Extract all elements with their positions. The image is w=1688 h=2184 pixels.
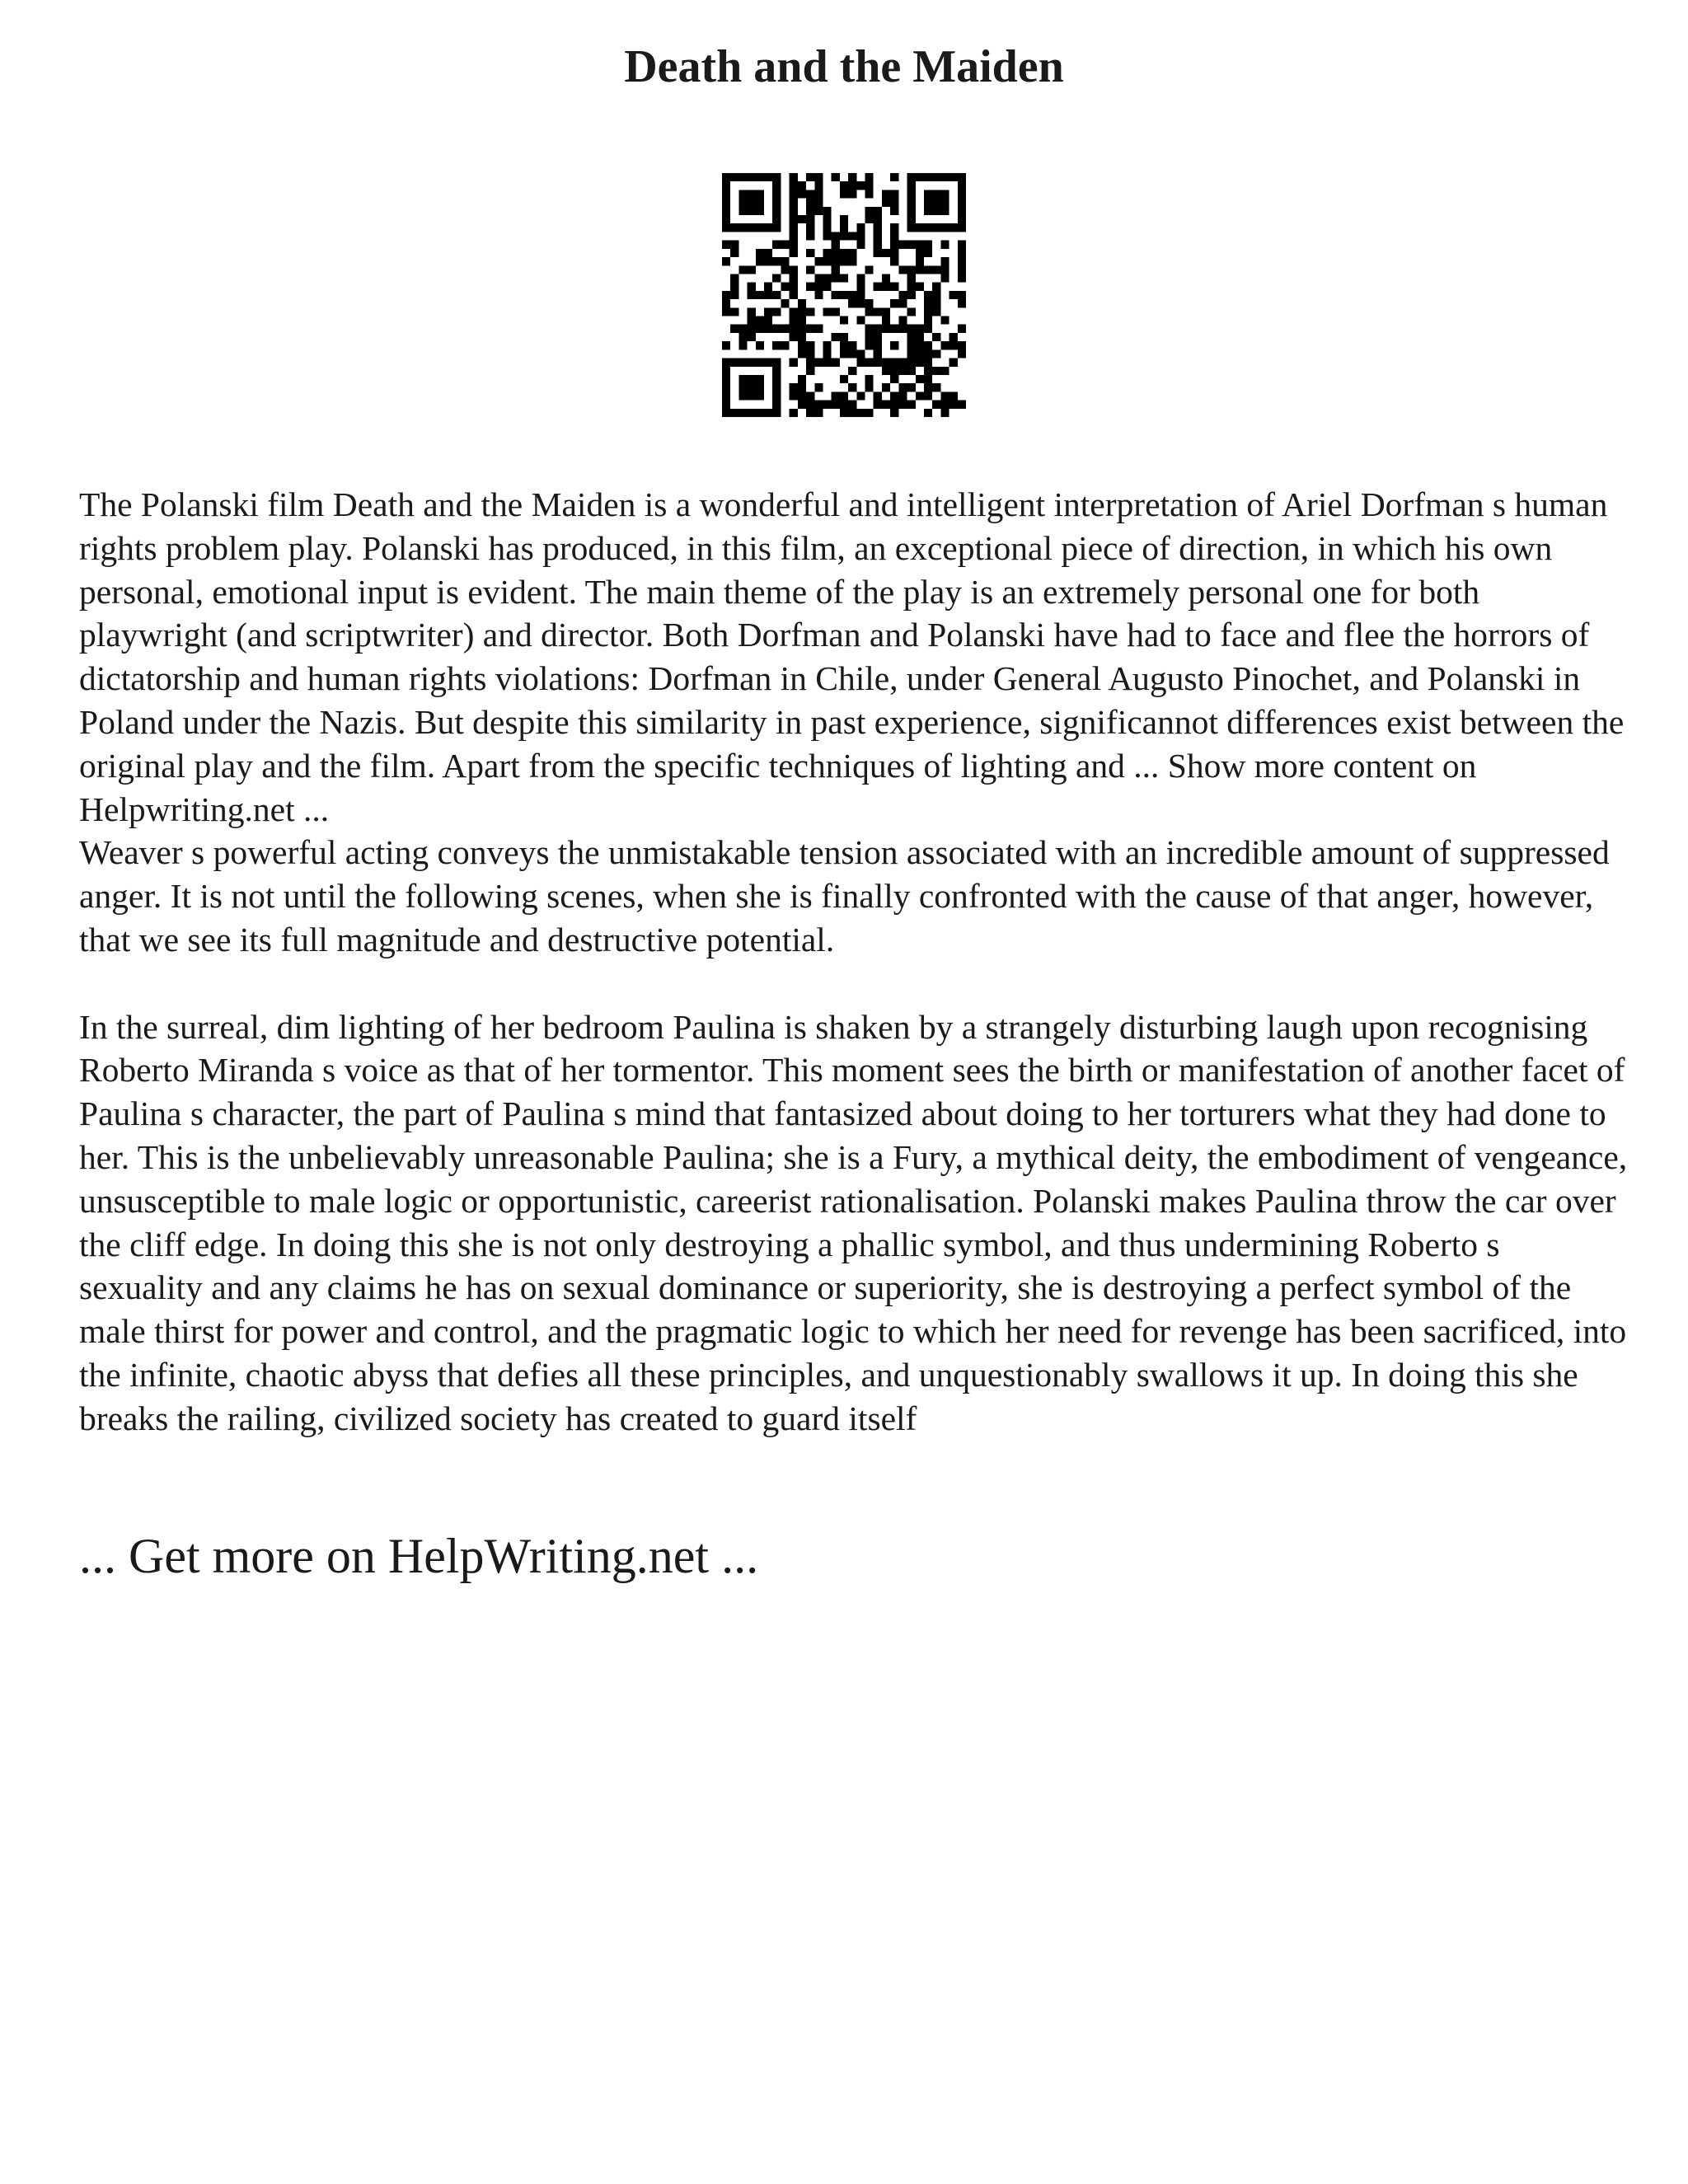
get-more-link[interactable]: ... Get more on HelpWriting.net ... [79,1529,759,1583]
page-title: Death and the Maiden [624,41,1064,92]
paragraph-intro: The Polanski film Death and the Maiden is a wonderful and intelligent interpretation of Ariel Dorfman s human rights problem play. Polanski has produced, in this film, an exceptional piece of direction, in which his own personal, emotional input is evident. The main theme of the play is an extremely personal one for both playwright (and scriptwriter) and director. Both Dorfman and Polanski have had to face and flee the horrors of dictatorship and human rights violations: Dorfman in Chile, under General Augusto Pinochet, and Polanski in Poland under the Nazis. But despite this similarity in past experience, significannot differences exist between the original play and the film. Apart from the specific techniques of lighting and ... Show more content on Helpwriting.net ... [79,485,1625,828]
paragraph-weaver: Weaver s powerful acting conveys the unmistakable tension associated with an incredible amount of suppressed anger. It is not until the following scenes, when she is finally confronted with the cause of that anger, however, that we see its full magnitude and destructive potential. [79,833,1610,958]
paragraph-paulina: In the surreal, dim lighting of her bedroom Paulina is shaken by a strangely disturbing laugh upon recognising Roberto Miranda s voice as that of her tormentor. This moment sees the birth or manifestation of another facet of Paulina s character, the part of Paulina s mind that fantasized about doing to her torturers what they had done to her. This is the unbelievably unreasonable Paulina; she is a Fury, a mythical deity, the embodiment of vengeance, unsusceptible to male logic or opportunistic, careerist rationalisation. Polanski makes Paulina throw the car over the cliff edge. In doing this she is not only destroying a phallic symbol, and thus undermining Roberto s sexuality and any claims he has on sexual dominance or superiority, she is destroying a perfect symbol of the male thirst for power and control, and the pragmatic logic to which her need for revenge has been sacrificed, into the infinite, chaotic abyss that defies all these principles, and unquestionably swallows it up. In doing this she breaks the railing, civilized society has created to guard itself [79,1007,1628,1437]
article-body [79,483,1629,1441]
qr-code-icon [722,173,966,417]
